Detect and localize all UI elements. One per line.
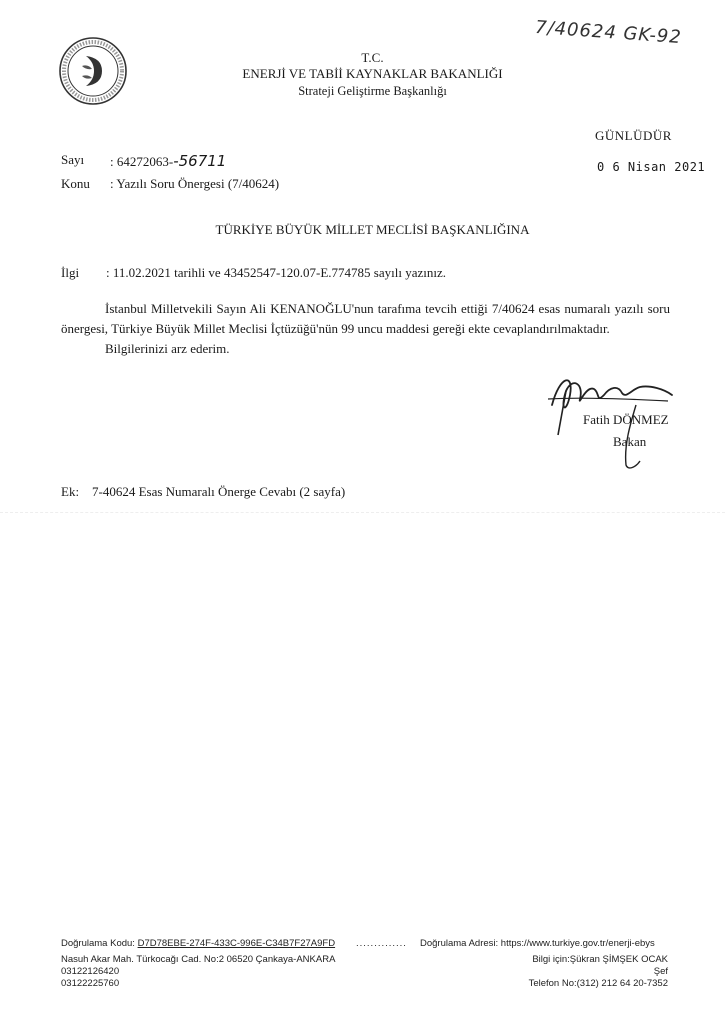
header-department: Strateji Geliştirme Başkanlığı: [298, 84, 447, 98]
attachment-value: 7-40624 Esas Numaralı Önerge Cevabı (2 sayfa): [92, 484, 346, 499]
konu-value: : Yazılı Soru Önergesi (7/40624): [110, 176, 280, 191]
attachment-label: Ek:: [61, 484, 80, 499]
signer-title: Bakan: [613, 434, 647, 449]
sayi-handwritten: -56711: [173, 152, 227, 170]
fold-divider: [0, 512, 725, 514]
letter-body: [61, 299, 670, 359]
closing-paragraph: Bilgilerinizi arz ederim.: [105, 341, 230, 356]
addressee: TÜRKİYE BÜYÜK MİLLET MECLİSİ BAŞKANLIĞINA: [215, 222, 530, 237]
header-tc: T.C.: [361, 50, 384, 65]
body-paragraph: İstanbul Milletvekili Sayın Ali KENANOĞLU'nun tarafıma tevcih ettiği 7/40624 esas numaralı yazılı soru önergesi, Türkiye Büyük Millet Meclisi İçtüzüğü'nün 99 uncu maddesi gereği ekte cevaplandırılmaktadır.: [61, 301, 670, 336]
ilgi-label: İlgi: [61, 265, 80, 280]
verification-code: [61, 938, 335, 949]
phone-number-1: 03122126420: [61, 966, 120, 977]
sayi-label: Sayı: [61, 152, 85, 167]
verification-code-label: Doğrulama Kodu:: [61, 938, 135, 949]
date-stamp: 0 6 Nisan 2021: [597, 160, 706, 174]
ilgi-value: : 11.02.2021 tarihli ve 43452547-120.07-E.774785 sayılı yazınız.: [106, 265, 446, 280]
handwritten-reference: 7/40624 GK-92: [534, 16, 683, 49]
verification-address: Doğrulama Adresi: https://www.turkiye.gov.tr/enerji-ebys: [420, 938, 655, 949]
header-ministry: ENERJİ VE TABİİ KAYNAKLAR BAKANLIĞI: [242, 66, 503, 81]
signer-name: Fatih DÖNMEZ: [583, 412, 669, 427]
footer-dots: ..............: [356, 938, 407, 949]
contact-person: Bilgi için:Şükran ŞİMŞEK OCAK: [532, 954, 668, 965]
sayi-number: : 64272063-: [110, 154, 174, 169]
contact-phone: Telefon No:(312) 212 64 20-7352: [528, 978, 668, 989]
verification-code-value: D7D78EBE-274F-433C-996E-C34B7F27A9FD: [137, 938, 336, 949]
konu-label: Konu: [61, 176, 90, 191]
contact-title: Şef: [653, 966, 668, 977]
postal-address: Nasuh Akar Mah. Türkocağı Cad. No:2 06520 Çankaya-ANKARA: [61, 954, 336, 965]
sayi-value: [110, 152, 226, 170]
urgency-stamp: GÜNLÜDÜR: [595, 128, 672, 143]
phone-number-2: 03122225760: [61, 978, 120, 989]
